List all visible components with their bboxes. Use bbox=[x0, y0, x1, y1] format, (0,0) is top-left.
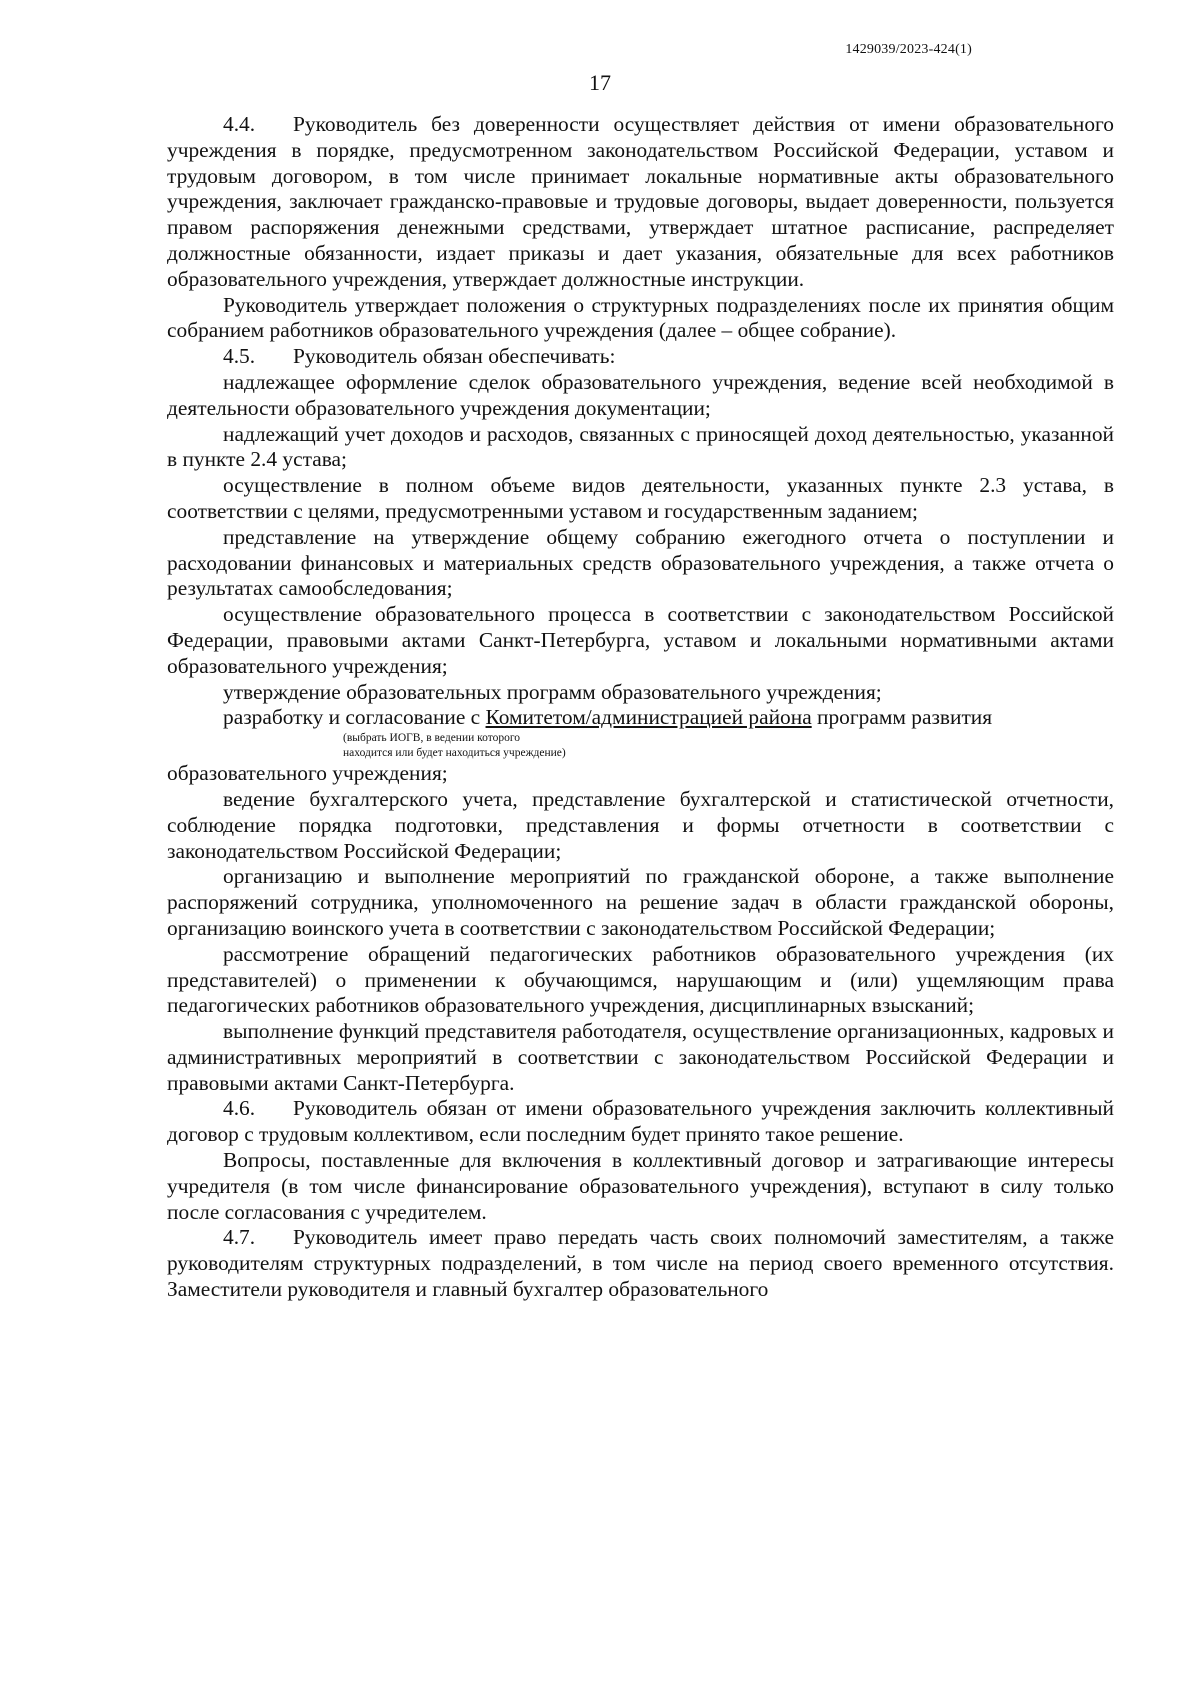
list-item: представление на утверждение общему собранию ежегодного отчета о поступлении и расходовании финансовых и материальных средств образовательного учреждения, а также отчета о результатах самообследования; bbox=[167, 524, 1114, 601]
clause-number: 4.6. bbox=[223, 1096, 256, 1121]
list-item-continuation: образовательного учреждения; bbox=[167, 761, 448, 786]
clause-number: 4.7. bbox=[223, 1225, 256, 1250]
paragraph-4-7 bbox=[167, 1225, 1114, 1302]
clause-text: Руководитель обязан обеспечивать: bbox=[293, 344, 616, 369]
list-item bbox=[167, 705, 1114, 731]
clause-text: Руководитель без доверенности осуществляет действия от имени образовательного учреждения в порядке, предусмотренном законодательством Российской Федерации, уставом и трудовым договором, в том числе принимает локальные нормативные акты образовательного учреждения, заключает гражданско-правовые и трудовые договоры, выдает доверенности, пользуется правом распоряжения денежными средствами, утверждает штатное расписание, распределяет должностные обязанности, издает приказы и дает указания, обязательные для всех работников образовательного учреждения, утверждает должностные инструкции. bbox=[167, 112, 1114, 291]
underlined-placeholder: Комитетом/администрацией района bbox=[485, 705, 812, 730]
page-number: 17 bbox=[589, 70, 611, 95]
footnote-line: (выбрать ИОГВ, в ведении которого bbox=[343, 732, 521, 745]
footnote-hint bbox=[167, 731, 1114, 761]
clause-number: 4.5. bbox=[223, 344, 256, 369]
document-id: 1429039/2023-424(1) bbox=[845, 42, 972, 57]
list-item: выполнение функций представителя работодателя, осуществление организационных, кадровых и административных мероприятий в соответствии с законодательством Российской Федерации и правовыми актами Санкт-Петербурга. bbox=[167, 1019, 1114, 1095]
clause-text: Руководитель имеет право передать часть своих полномочий заместителям, а также руководителям структурных подразделений, в том числе на период своего временного отсутствия. Заместители руководителя и главный бухгалтер образовательного bbox=[167, 1225, 1114, 1302]
list-item: надлежащее оформление сделок образовательного учреждения, ведение всей необходимой в деятельности образовательного учреждения документации; bbox=[167, 369, 1114, 420]
clause-number: 4.4. bbox=[223, 112, 256, 136]
list-item-text: разработку и согласование с bbox=[223, 705, 486, 730]
paragraph-4-6 bbox=[167, 1096, 1114, 1148]
list-item: организацию и выполнение мероприятий по гражданской обороне, а также выполнение распоряжений сотрудника, уполномоченного на решение задач в области гражданской обороны, организацию воинского учета в соответствии с законодательством Российской Федерации; bbox=[167, 864, 1114, 940]
list-item: осуществление образовательного процесса в соответствии с законодательством Российской Федерации, правовыми актами Санкт-Петербурга, уставом и локальными нормативными актами образовательного учреждения; bbox=[167, 602, 1114, 678]
list-item: надлежащий учет доходов и расходов, связанных с приносящей доход деятельностью, указанной в пункте 2.4 устава; bbox=[167, 421, 1114, 472]
footnote-line: находится или будет находиться учреждение) bbox=[343, 747, 566, 760]
list-item: осуществление в полном объеме видов деятельности, указанных пункте 2.3 устава, в соответствии с целями, предусмотренными уставом и государственным заданием; bbox=[167, 473, 1114, 523]
paragraph-4-4-b: Руководитель утверждает положения о структурных подразделениях после их принятия общим собранием работников образовательного учреждения (далее – общее собрание). bbox=[167, 292, 1114, 343]
list-item: утверждение образовательных программ образовательного учреждения; bbox=[223, 679, 882, 704]
document-body bbox=[167, 112, 1114, 1303]
clause-text: Руководитель обязан от имени образовательного учреждения заключить коллективный договор с трудовым коллективом, если последним будет принято такое решение. bbox=[167, 1096, 1114, 1147]
paragraph-4-5 bbox=[167, 344, 1114, 370]
list-item: ведение бухгалтерского учета, представление бухгалтерской и статистической отчетности, соблюдение порядка подготовки, представления и формы отчетности в соответствии с законодательством Российской Федерации; bbox=[167, 786, 1114, 863]
paragraph-4-6-b: Вопросы, поставленные для включения в коллективный договор и затрагивающие интересы учредителя (в том числе финансирование образовательного учреждения), вступают в силу только после согласования с учредителем. bbox=[167, 1148, 1114, 1224]
list-item: рассмотрение обращений педагогических работников образовательного учреждения (их представителей) о применении к обучающимся, нарушающим и (или) ущемляющим права педагогических работников образовательного учреждения, дисциплинарных взысканий; bbox=[167, 941, 1114, 1018]
paragraph-4-4 bbox=[167, 112, 1114, 293]
list-item-text: программ развития bbox=[811, 705, 993, 730]
